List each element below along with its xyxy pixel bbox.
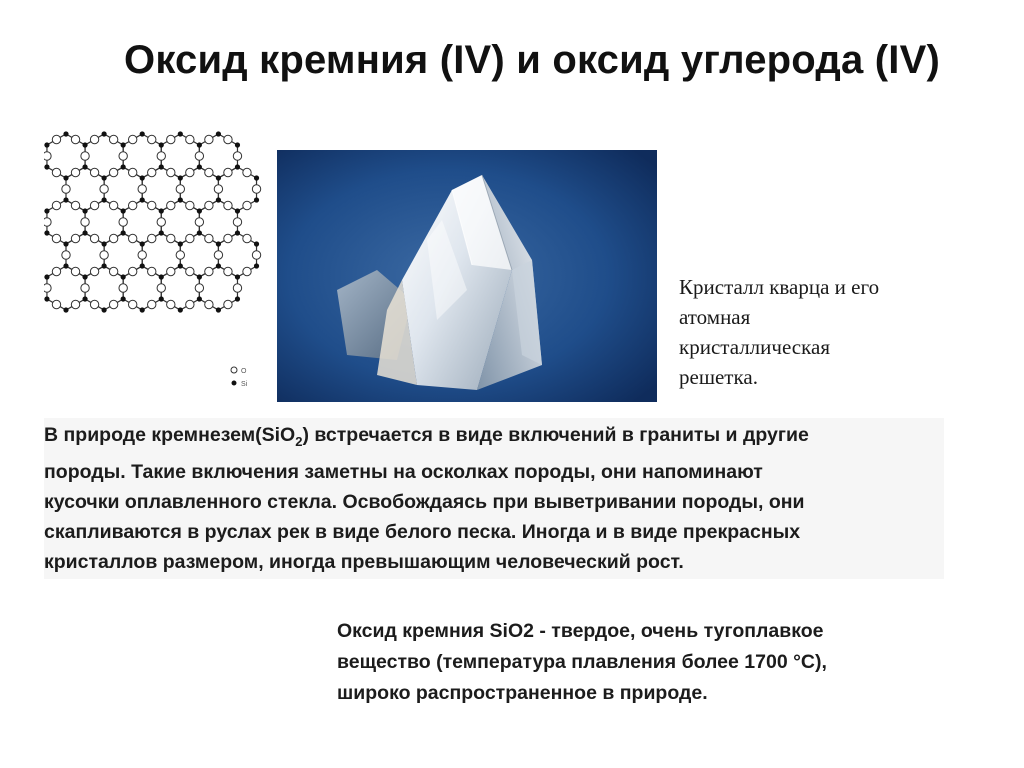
- oxygen-atom: [109, 135, 117, 143]
- oxygen-atom: [90, 234, 98, 242]
- slide-title: Оксид кремния (IV) и оксид углерода (IV): [124, 38, 940, 82]
- oxygen-atom: [52, 201, 60, 209]
- silicon-atom: [159, 230, 164, 235]
- silicon-atom: [197, 164, 202, 169]
- oxygen-atom: [128, 201, 136, 209]
- silicon-atom: [63, 131, 68, 136]
- paragraph-line: скапливаются в руслах рек в виде белого песка. Иногда и в виде прекрасных: [44, 520, 801, 543]
- silicon-atom: [159, 296, 164, 301]
- silicon-atom: [63, 175, 68, 180]
- oxygen-atom: [243, 234, 251, 242]
- properties-line: широко распространенное в природе.: [337, 682, 708, 704]
- oxygen-atom: [90, 300, 98, 308]
- silicon-atom: [102, 263, 107, 268]
- oxygen-atom: [109, 234, 117, 242]
- oxygen-atom: [252, 185, 260, 193]
- silicon-atom: [82, 164, 87, 169]
- silicon-atom: [197, 208, 202, 213]
- photo-caption: [679, 272, 979, 392]
- oxygen-atom: [167, 135, 175, 143]
- silicon-atom: [216, 307, 221, 312]
- description-paragraph: [44, 418, 944, 579]
- oxygen-atom: [205, 201, 213, 209]
- oxygen-atom: [148, 168, 156, 176]
- formula-subscript: 2: [295, 433, 303, 449]
- oxygen-atom: [90, 135, 98, 143]
- properties-line: вещество (температура плавления более 1700 °C),: [337, 651, 827, 673]
- oxygen-atom: [186, 201, 194, 209]
- silicon-atom: [216, 241, 221, 246]
- oxygen-atom: [186, 300, 194, 308]
- oxygen-atom: [71, 234, 79, 242]
- quartz-crystal-photo: [277, 150, 657, 402]
- silicon-atom: [82, 208, 87, 213]
- silicon-atom: [44, 230, 49, 235]
- oxygen-atom: [148, 267, 156, 275]
- silicon-atom: [102, 175, 107, 180]
- paragraph-line: [44, 420, 944, 457]
- oxygen-atom: [205, 168, 213, 176]
- silicon-atom: [140, 131, 145, 136]
- silicon-atom: [178, 131, 183, 136]
- paragraph-line: породы. Такие включения заметны на осколках породы, они напоминают: [44, 460, 763, 483]
- silicon-atom: [140, 175, 145, 180]
- oxygen-atom: [243, 168, 251, 176]
- silicon-atom: [235, 164, 240, 169]
- oxygen-atom: [81, 152, 89, 160]
- silicon-atom: [178, 263, 183, 268]
- oxygen-atom: [119, 218, 127, 226]
- silicon-atom: [254, 175, 259, 180]
- oxygen-atom: [81, 218, 89, 226]
- silicon-atom: [197, 230, 202, 235]
- oxygen-atom: [44, 284, 51, 292]
- silicon-legend-symbol: [232, 381, 237, 386]
- oxygen-atom: [52, 234, 60, 242]
- silicon-atom: [44, 296, 49, 301]
- silicon-atom: [63, 307, 68, 312]
- oxygen-atom: [205, 135, 213, 143]
- oxygen-atom: [224, 201, 232, 209]
- silicon-atom: [102, 307, 107, 312]
- silicon-atom: [197, 274, 202, 279]
- paragraph-line1-end: ) встречается в виде включений в граниты и другие: [302, 424, 809, 446]
- oxygen-atom: [109, 300, 117, 308]
- silicon-atom: [197, 296, 202, 301]
- silicon-atom: [102, 131, 107, 136]
- oxygen-atom: [214, 251, 222, 259]
- silicon-legend-label: Si: [241, 381, 248, 388]
- silicon-atom: [216, 263, 221, 268]
- lattice-legend: [231, 367, 248, 388]
- silicon-atom: [121, 142, 126, 147]
- oxygen-atom: [100, 251, 108, 259]
- silica-lattice-diagram: [44, 120, 264, 395]
- oxygen-atom: [128, 300, 136, 308]
- silicon-atom: [235, 208, 240, 213]
- silicon-atom: [254, 241, 259, 246]
- silicon-atom: [82, 296, 87, 301]
- oxygen-atom: [90, 267, 98, 275]
- oxygen-atom: [167, 300, 175, 308]
- oxygen-atom: [62, 185, 70, 193]
- oxygen-atom: [128, 135, 136, 143]
- silicon-atom: [121, 164, 126, 169]
- oxygen-atom: [100, 185, 108, 193]
- silicon-atom: [216, 175, 221, 180]
- oxygen-atom: [44, 152, 51, 160]
- oxygen-atom: [157, 218, 165, 226]
- oxygen-atom: [71, 201, 79, 209]
- oxygen-atom: [119, 152, 127, 160]
- caption-line: решетка.: [679, 365, 758, 389]
- oxygen-atom: [148, 201, 156, 209]
- silicon-atom: [82, 274, 87, 279]
- silicon-atom: [121, 230, 126, 235]
- silicon-atom: [178, 241, 183, 246]
- oxygen-atom: [224, 234, 232, 242]
- silicon-atom: [102, 241, 107, 246]
- oxygen-atom: [167, 234, 175, 242]
- silicon-atom: [44, 142, 49, 147]
- oxygen-atom: [243, 201, 251, 209]
- silicon-atom: [197, 142, 202, 147]
- silicon-atom: [140, 307, 145, 312]
- silicon-atom: [254, 263, 259, 268]
- oxygen-atom: [224, 168, 232, 176]
- oxygen-atom: [109, 201, 117, 209]
- silicon-atom: [235, 142, 240, 147]
- silicon-atom: [159, 208, 164, 213]
- oxygen-atom: [186, 234, 194, 242]
- silicon-atom: [159, 142, 164, 147]
- oxygen-atom: [224, 267, 232, 275]
- oxygen-atom: [90, 201, 98, 209]
- silicon-atom: [102, 197, 107, 202]
- silicon-atom: [178, 175, 183, 180]
- oxygen-atom: [195, 218, 203, 226]
- oxygen-atom: [233, 218, 241, 226]
- oxygen-atom: [233, 284, 241, 292]
- oxygen-atom: [148, 234, 156, 242]
- oxygen-legend-label: O: [241, 368, 247, 375]
- oxygen-atom: [243, 267, 251, 275]
- oxygen-atom: [214, 185, 222, 193]
- oxygen-atom: [52, 267, 60, 275]
- caption-line: кристаллическая: [679, 335, 830, 359]
- silicon-atom: [159, 274, 164, 279]
- silicon-atom: [121, 208, 126, 213]
- oxygen-atom: [138, 251, 146, 259]
- oxygen-atom: [167, 168, 175, 176]
- oxygen-atom: [128, 267, 136, 275]
- properties-line: Оксид кремния SiO2 - твердое, очень тугоплавкое: [337, 620, 824, 642]
- oxygen-atom: [224, 300, 232, 308]
- silicon-atom: [235, 296, 240, 301]
- oxygen-atom: [195, 152, 203, 160]
- oxygen-atom: [44, 218, 51, 226]
- oxygen-atom: [205, 300, 213, 308]
- silicon-atom: [63, 263, 68, 268]
- silicon-atom: [216, 131, 221, 136]
- oxygen-atom: [186, 168, 194, 176]
- oxygen-atom: [167, 267, 175, 275]
- silicon-atom: [178, 307, 183, 312]
- oxygen-atom: [167, 201, 175, 209]
- oxygen-atom: [176, 185, 184, 193]
- oxygen-atom: [62, 251, 70, 259]
- silicon-atom: [140, 241, 145, 246]
- oxygen-atom: [119, 284, 127, 292]
- oxygen-atom: [71, 267, 79, 275]
- silicon-atom: [140, 197, 145, 202]
- silicon-atom: [44, 164, 49, 169]
- silicon-atom: [82, 230, 87, 235]
- silicon-atom: [216, 197, 221, 202]
- oxygen-atom: [71, 300, 79, 308]
- oxygen-atom: [195, 284, 203, 292]
- oxygen-atom: [109, 267, 117, 275]
- oxygen-atom: [52, 135, 60, 143]
- silicon-atom: [44, 274, 49, 279]
- oxygen-atom: [252, 251, 260, 259]
- oxygen-atom: [205, 234, 213, 242]
- oxygen-legend-symbol: [231, 367, 237, 373]
- oxygen-atom: [157, 284, 165, 292]
- oxygen-atom: [109, 168, 117, 176]
- silicon-atom: [63, 241, 68, 246]
- oxygen-atom: [128, 168, 136, 176]
- oxygen-atom: [52, 168, 60, 176]
- silicon-atom: [44, 208, 49, 213]
- silicon-atom: [178, 197, 183, 202]
- properties-text: [337, 616, 937, 709]
- oxygen-atom: [186, 267, 194, 275]
- caption-line: Кристалл кварца и его: [679, 275, 880, 299]
- paragraph-line1-start: В природе кремнезем(SiO: [44, 424, 296, 446]
- caption-line: атомная: [679, 305, 751, 329]
- oxygen-atom: [71, 168, 79, 176]
- oxygen-atom: [148, 135, 156, 143]
- oxygen-atom: [81, 284, 89, 292]
- paragraph-line: кристаллов размером, иногда превышающим человеческий рост.: [44, 550, 684, 573]
- oxygen-atom: [186, 135, 194, 143]
- oxygen-atom: [128, 234, 136, 242]
- oxygen-atom: [224, 135, 232, 143]
- silicon-atom: [140, 263, 145, 268]
- silicon-atom: [235, 230, 240, 235]
- oxygen-atom: [233, 152, 241, 160]
- oxygen-atom: [157, 152, 165, 160]
- silicon-atom: [235, 274, 240, 279]
- silicon-atom: [121, 296, 126, 301]
- oxygen-atom: [71, 135, 79, 143]
- oxygen-atom: [205, 267, 213, 275]
- silicon-atom: [254, 197, 259, 202]
- oxygen-atom: [148, 300, 156, 308]
- silicon-atom: [63, 197, 68, 202]
- oxygen-atom: [138, 185, 146, 193]
- silicon-atom: [82, 142, 87, 147]
- silicon-atom: [159, 164, 164, 169]
- paragraph-line: кусочки оплавленного стекла. Освобождаясь при выветривании породы, они: [44, 490, 805, 513]
- silicon-atom: [121, 274, 126, 279]
- oxygen-atom: [176, 251, 184, 259]
- oxygen-atom: [52, 300, 60, 308]
- oxygen-atom: [90, 168, 98, 176]
